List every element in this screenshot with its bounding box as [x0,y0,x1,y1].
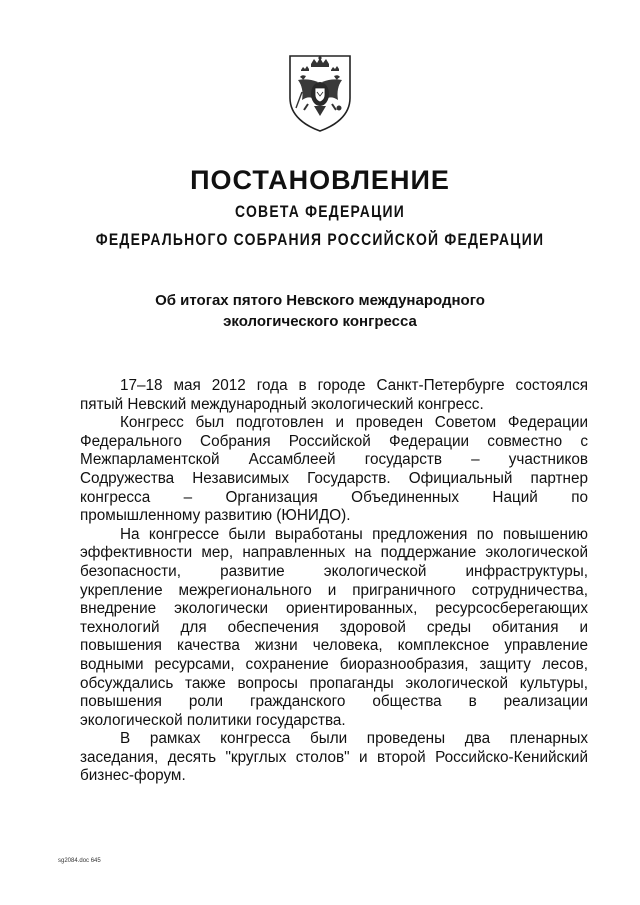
issuer-line-2: ФЕДЕРАЛЬНОГО СОБРАНИЯ РОССИЙСКОЙ ФЕДЕРАЦИИ [95,230,545,249]
paragraph-3 [80,526,588,731]
subject-line-2: экологического конгресса [223,313,417,330]
text-line: внедрение экологически ориентированных, ресурсосберегающих [80,600,588,618]
text-line: повышения роли гражданского общества в реализации [80,693,588,711]
text-line: Конгресс был подготовлен и проведен Советом Федерации [120,414,588,432]
text-line: безопасности, развитие экологической инфраструктуры, [80,562,588,580]
text-line: заседания, десять "круглых столов" и второй Российско-Кенийский [80,748,588,766]
text-line: В рамках конгресса были проведены два пленарных [120,730,588,748]
text-line: повышения качества жизни человека, комплексное управление [80,637,588,655]
text-line: экологической политики государства. [80,711,346,729]
text-line: технологий для обеспечения здоровой среды обитания и [80,618,588,636]
paragraph-2 [80,414,588,526]
document-body [80,377,588,786]
document-subject [0,290,640,332]
text-line: промышленному развитию (ЮНИДО). [80,507,351,525]
text-line: пятый Невский международный экологический конгресс. [80,395,484,413]
text-line: обсуждались также вопросы пропаганды экологической культуры, [80,674,588,692]
text-line: бизнес-форум. [80,767,186,785]
text-line: эффективности мер, направленных на поддержание экологической [80,544,588,562]
text-line: Межпарламентской Ассамблеей государств – участников [80,451,588,469]
text-line: укрепление межрегионального и приграничного сотрудничества, [80,581,588,599]
issuer-line-1: СОВЕТА ФЕДЕРАЦИИ [235,202,405,221]
text-line: 17–18 мая 2012 года в городе Санкт-Петербурге состоялся [120,377,588,394]
text-line: Федерального Собрания Российской Федерации совместно с [80,432,588,450]
subject-line-1: Об итогах пятого Невского международного [155,292,485,309]
text-line: На конгрессе были выработаны предложения по повышению [120,525,588,543]
paragraph-1 [80,377,588,414]
text-line: водными ресурсами, сохранение биоразнообразия, защиту лесов, [80,655,588,673]
document-file-code: sg2084.doc 645 [58,858,101,864]
text-line: конгресса – Организация Объединенных Наций по [80,488,588,506]
paragraph-4 [80,730,588,786]
document-type-title: ПОСТАНОВЛЕНИЕ [190,165,450,195]
coat-of-arms-icon [284,52,356,134]
text-line: Содружества Независимых Государств. Официальный партнер [80,469,588,487]
